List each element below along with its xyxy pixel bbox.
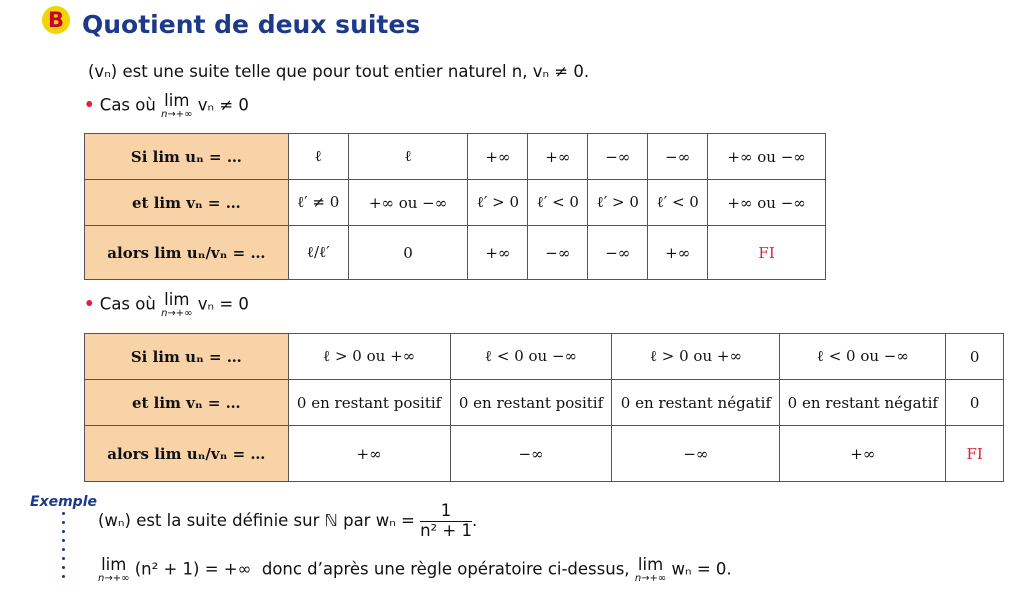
example-dots-icon (62, 512, 66, 584)
table-cell: ℓ (348, 134, 468, 180)
table-cell: −∞ (450, 426, 612, 482)
table-row (85, 226, 826, 280)
case1-condition: vₙ ≠ 0 (197, 95, 249, 115)
row-header: Si lim uₙ = … (85, 134, 289, 180)
table-cell: +∞ (288, 426, 450, 482)
table-cell: +∞ ou −∞ (708, 134, 826, 180)
bullet-icon: • (84, 294, 95, 314)
table-cell: ℓ′ ≠ 0 (288, 180, 348, 226)
table-row (85, 180, 826, 226)
table-cell: ℓ (288, 134, 348, 180)
table-cell: ℓ/ℓ′ (288, 226, 348, 280)
example-text: donc d’après une règle opératoire ci-dessus, (261, 559, 630, 579)
table-row (85, 134, 826, 180)
case1-limit: lim n→+∞ (161, 91, 193, 121)
table-cell: −∞ (528, 226, 588, 280)
table-row (85, 334, 1004, 380)
table-row (85, 380, 1004, 426)
example-label: Exemple (30, 494, 97, 510)
table-cell: ℓ < 0 ou −∞ (780, 334, 946, 380)
table-cell: −∞ (588, 226, 648, 280)
table-cell: 0 en restant positif (288, 380, 450, 426)
example-result: wₙ = 0. (671, 559, 732, 579)
intro-text: (vₙ) est une suite telle que pour tout entier naturel n, vₙ ≠ 0. (88, 62, 590, 81)
table-cell: +∞ (468, 226, 528, 280)
table-cell: 0 (946, 380, 1004, 426)
table-cell: ℓ′ < 0 (648, 180, 708, 226)
table-case1 (84, 133, 826, 280)
table-cell: ℓ′ > 0 (468, 180, 528, 226)
table-row (85, 426, 1004, 482)
bullet-icon: • (84, 95, 95, 115)
row-header: et lim vₙ = … (85, 380, 289, 426)
case2-heading (84, 291, 249, 319)
example-line-1: (wₙ) est la suite définie sur ℕ par wₙ = $\frac{1}{\text{n² + 1}}$ . (98, 501, 478, 540)
case1-label: Cas où (99, 95, 156, 115)
row-header: et lim vₙ = … (85, 180, 289, 226)
table-cell: −∞ (648, 134, 708, 180)
table-cell: FI (708, 226, 826, 280)
example-limit: lim n→+∞ (634, 555, 667, 585)
table-cell: −∞ (612, 426, 780, 482)
section-badge: B (42, 6, 70, 34)
table-cell: +∞ ou −∞ (708, 180, 826, 226)
table-cell: −∞ (588, 134, 648, 180)
table-cell: +∞ (468, 134, 528, 180)
example-text: (wₙ) est la suite définie sur ℕ par wₙ = (98, 510, 415, 530)
table-cell: +∞ (528, 134, 588, 180)
case2-label: Cas où (99, 294, 156, 314)
case2-condition: vₙ = 0 (197, 294, 249, 314)
section-title: Quotient de deux suites (82, 10, 421, 39)
example-limit: lim n→+∞ (98, 555, 130, 585)
table-cell: FI (946, 426, 1004, 482)
case1-heading (84, 92, 249, 120)
row-header: alors lim uₙ/vₙ = … (85, 426, 289, 482)
table-cell: +∞ (780, 426, 946, 482)
table-cell: +∞ ou −∞ (348, 180, 468, 226)
table-cell: 0 en restant négatif (612, 380, 780, 426)
table-cell: ℓ′ > 0 (588, 180, 648, 226)
table-cell: ℓ > 0 ou +∞ (612, 334, 780, 380)
table-cell: 0 en restant positif (450, 380, 612, 426)
row-header: alors lim uₙ/vₙ = … (85, 226, 289, 280)
row-header: Si lim uₙ = … (85, 334, 289, 380)
table-cell: 0 (946, 334, 1004, 380)
case2-limit: lim n→+∞ (161, 290, 193, 320)
table-cell: +∞ (648, 226, 708, 280)
table-cell: ℓ > 0 ou +∞ (288, 334, 450, 380)
table-cell: ℓ′ < 0 (528, 180, 588, 226)
example-expression: (n² + 1) = +∞ (134, 559, 252, 579)
table-cell: 0 en restant négatif (780, 380, 946, 426)
example-fraction: $\frac{1}{\text{n² + 1}}$ (420, 501, 472, 540)
example-line-2 (98, 556, 732, 584)
table-case2 (84, 333, 1004, 482)
table-cell: ℓ < 0 ou −∞ (450, 334, 612, 380)
table-cell: 0 (348, 226, 468, 280)
